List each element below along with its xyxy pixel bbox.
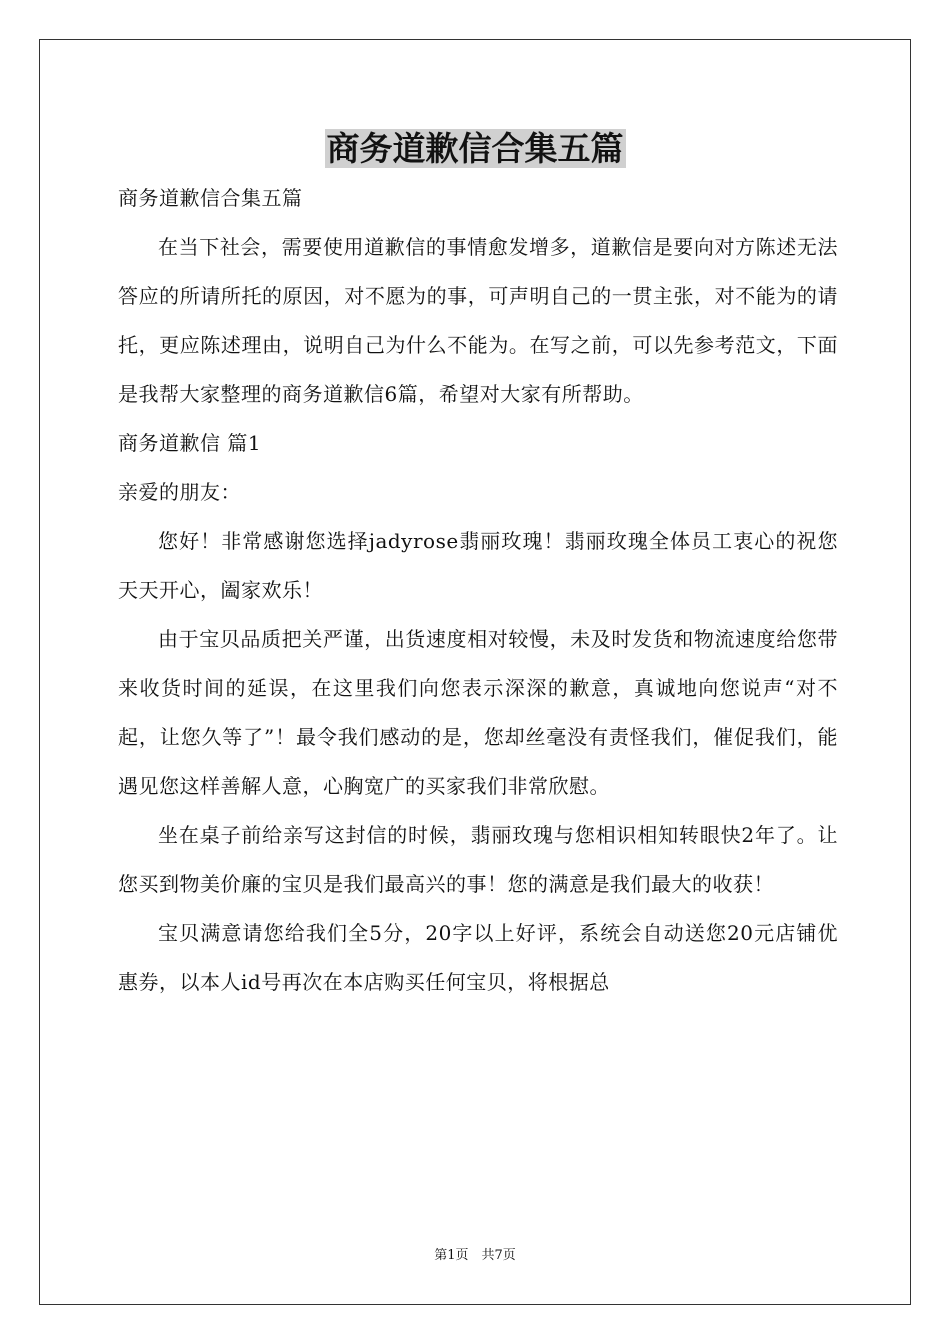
document-body bbox=[118, 174, 838, 1007]
document-title-text: 商务道歉信合集五篇 bbox=[326, 129, 624, 168]
body-paragraph: 您好！非常感谢您选择jadyrose翡丽玫瑰！翡丽玫瑰全体员工衷心的祝您天天开心，阖家欢乐！ bbox=[118, 529, 838, 602]
body-paragraph: 宝贝满意请您给我们全5分，20字以上好评，系统会自动送您20元店铺优惠券，以本人id号再次在本店购买任何宝贝，将根据总 bbox=[118, 921, 838, 994]
body-paragraph: 坐在桌子前给亲写这封信的时候，翡丽玫瑰与您相识相知转眼快2年了。让您买到物美价廉的宝贝是我们最高兴的事！您的满意是我们最大的收获！ bbox=[118, 823, 838, 896]
page-footer: 第1页 共7页 bbox=[434, 1248, 516, 1263]
intro-paragraph: 在当下社会，需要使用道歉信的事情愈发增多，道歉信是要向对方陈述无法答应的所请所托的原因，对不愿为的事，可声明自己的一贯主张，对不能为的请托，更应陈述理由，说明自己为什么不能为。在写之前，可以先参考范文，下面是我帮大家整理的商务道歉信6篇，希望对大家有所帮助。 bbox=[118, 235, 838, 406]
document-subtitle: 商务道歉信合集五篇 bbox=[118, 186, 303, 210]
document-title bbox=[0, 125, 950, 173]
body-paragraph: 由于宝贝品质把关严谨，出货速度相对较慢，未及时发货和物流速度给您带来收货时间的延误，在这里我们向您表示深深的歉意，真诚地向您说声“对不起，让您久等了”！最令我们感动的是，您却丝毫没有责怪我们，催促我们，能遇见您这样善解人意，心胸宽广的买家我们非常欣慰。 bbox=[118, 627, 838, 798]
section-heading: 商务道歉信 篇1 bbox=[118, 431, 262, 455]
salutation: 亲爱的朋友： bbox=[118, 480, 241, 504]
